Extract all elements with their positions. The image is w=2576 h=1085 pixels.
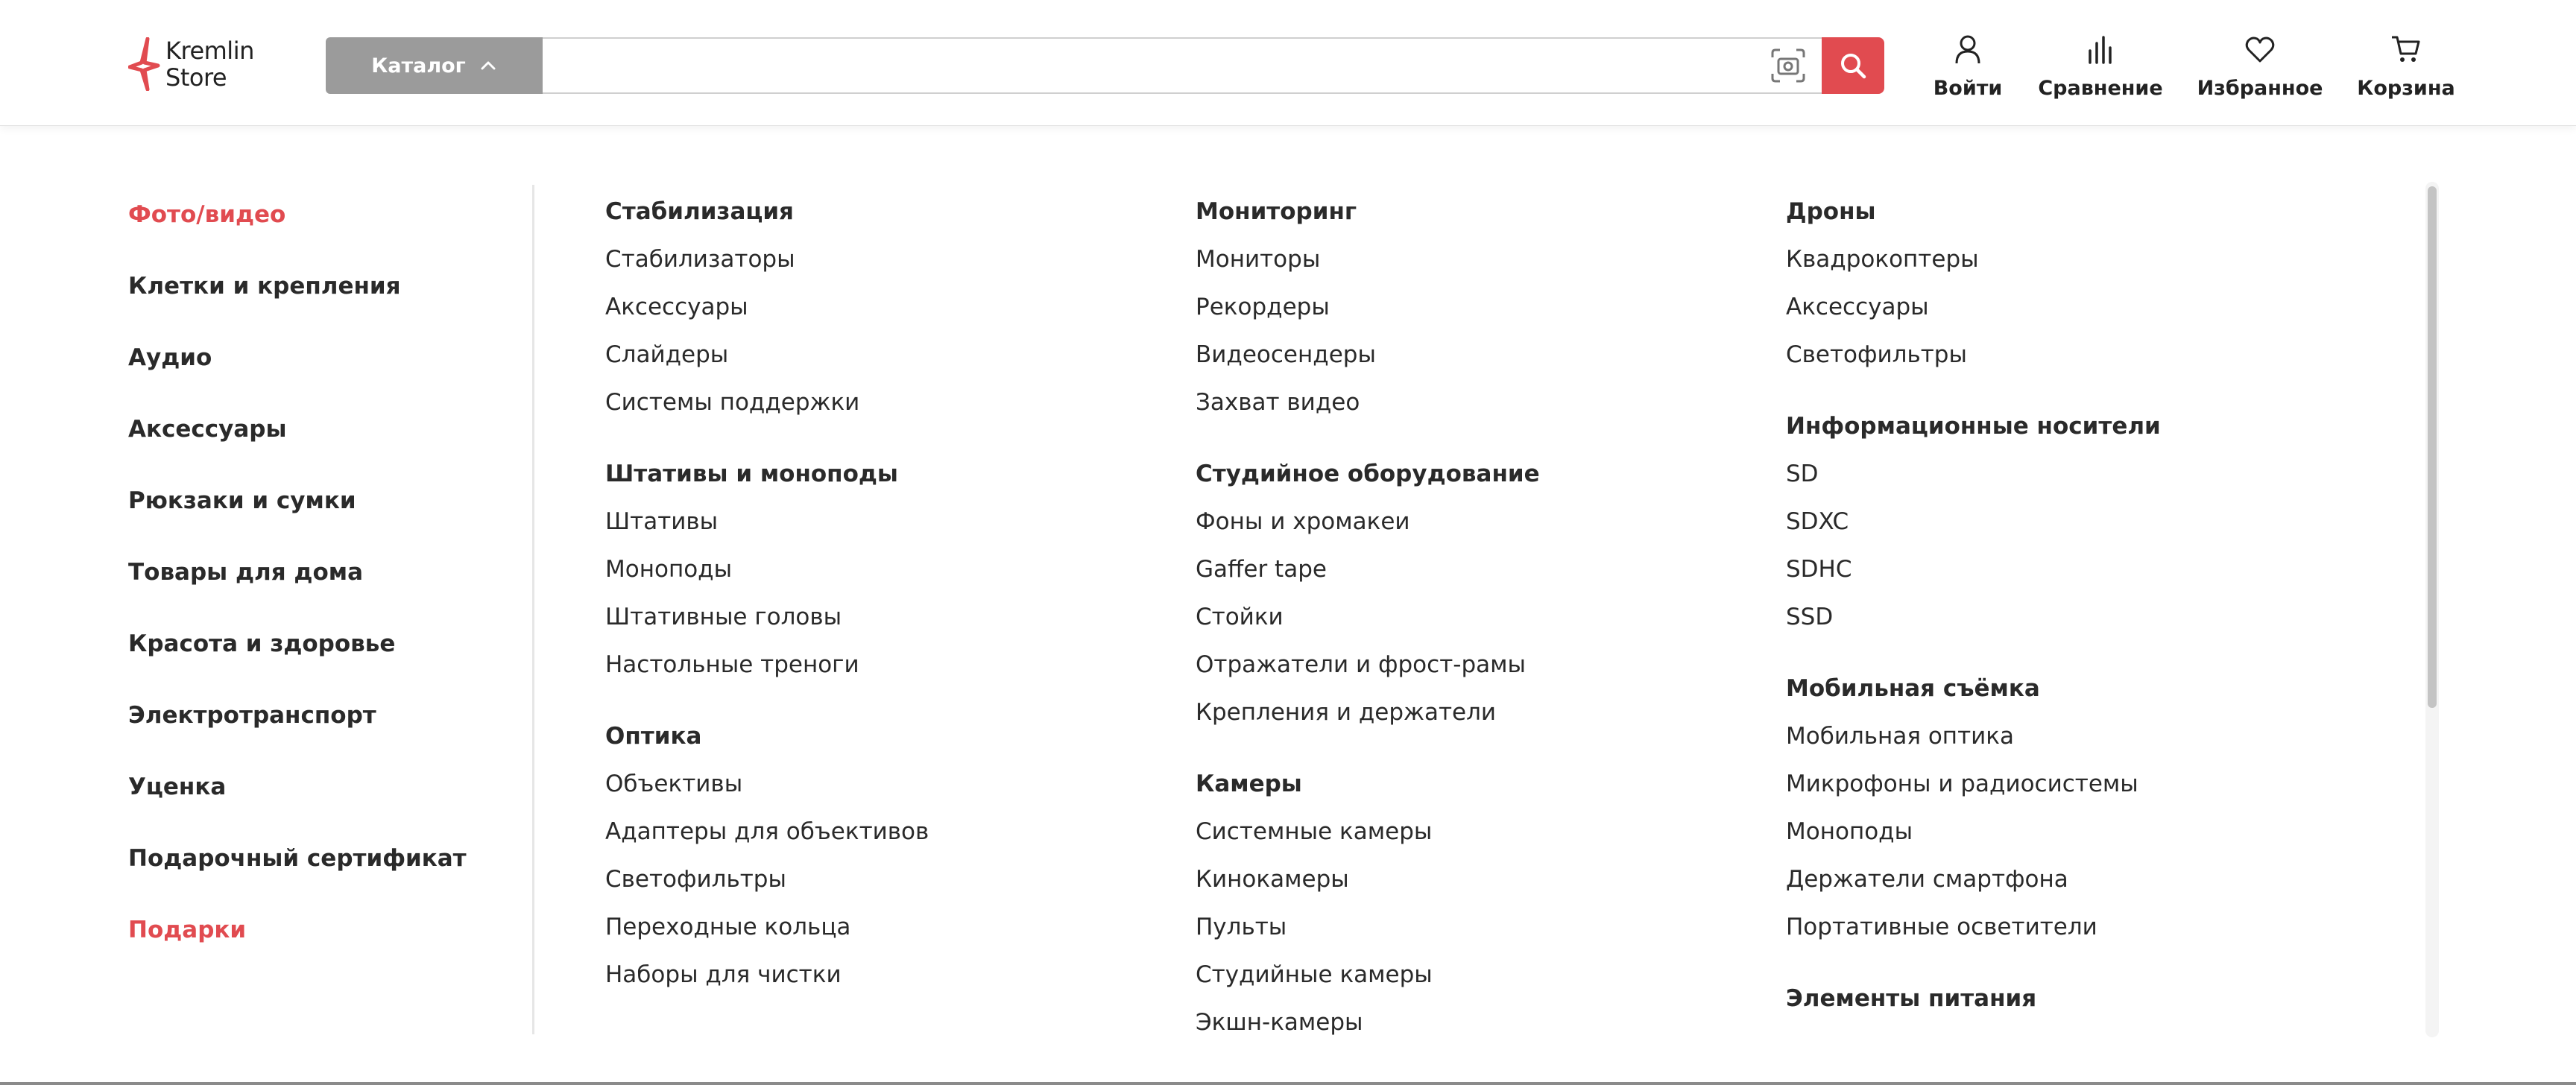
group-title[interactable]: Оптика — [605, 723, 702, 750]
search-icon — [1838, 51, 1868, 80]
subcategory-link[interactable]: SDXC — [1786, 508, 1849, 535]
category-backpacks-bags[interactable]: Рюкзаки и сумки — [128, 487, 356, 514]
subcategory-link[interactable]: Захват видео — [1196, 389, 1360, 416]
heart-icon — [2244, 35, 2276, 63]
catalog-dropdown-viewport — [0, 127, 2576, 1037]
subcategory-link[interactable]: Моноподы — [605, 556, 733, 583]
login-label: Войти — [1933, 77, 2003, 100]
subcategory-link[interactable]: Моноподы — [1786, 818, 1913, 845]
subcategory-link[interactable]: Светофильтры — [1786, 341, 1967, 368]
category-gift-certificate[interactable]: Подарочный сертификат — [128, 845, 467, 872]
subcategory-link[interactable]: Наборы для чистки — [605, 961, 842, 988]
catalog-label: Каталог — [371, 54, 466, 78]
catalog-dropdown — [0, 127, 2576, 1037]
subcategory-column-1 — [605, 188, 929, 999]
user-icon — [1953, 34, 1983, 65]
subcategory-link[interactable]: Системы поддержки — [605, 389, 860, 416]
subcategory-link[interactable]: Переходные кольца — [605, 914, 851, 940]
logo-text-line1: Kremlin — [165, 37, 254, 65]
subcategory-link[interactable]: Аксессуары — [605, 294, 748, 320]
logo-star-icon — [128, 37, 161, 91]
cart-action[interactable] — [2357, 33, 2455, 100]
camera-scan-icon — [1770, 47, 1807, 84]
bottom-edge — [0, 1082, 2576, 1085]
group-title[interactable]: Мониторинг — [1196, 198, 1357, 225]
subcategory-link[interactable]: Крепления и держатели — [1196, 699, 1497, 726]
subcategory-link[interactable]: Микрофоны и радиосистемы — [1786, 771, 2138, 797]
subcategory-link[interactable]: Экшн-камеры — [1196, 1009, 1363, 1036]
group-title[interactable]: Информационные носители — [1786, 413, 2161, 440]
catalog-button[interactable] — [326, 37, 544, 94]
category-discount[interactable]: Уценка — [128, 774, 227, 800]
subcategory-link[interactable]: SSD — [1786, 604, 1834, 630]
subcategory-link[interactable]: Стабилизаторы — [605, 246, 795, 273]
subcategory-column-2 — [1196, 188, 1540, 1037]
subcategory-link[interactable]: Мобильная оптика — [1786, 723, 2014, 750]
subcategory-link[interactable]: Объективы — [605, 771, 743, 797]
subcategory-link[interactable]: Аксессуары — [1786, 294, 1929, 320]
subcategory-link[interactable]: Фоны и хромакеи — [1196, 508, 1410, 535]
search-input[interactable] — [543, 37, 1823, 94]
category-audio[interactable]: Аудио — [128, 344, 212, 371]
search-button[interactable] — [1822, 37, 1884, 94]
subcategory-link[interactable]: Видеосендеры — [1196, 341, 1376, 368]
logo-text-line2: Store — [165, 63, 227, 92]
subcategory-link[interactable]: Штативы — [605, 508, 719, 535]
subcategory-link[interactable]: Светофильтры — [605, 866, 786, 893]
login-action[interactable] — [1931, 33, 2005, 100]
subcategory-link[interactable]: Квадрокоптеры — [1786, 246, 1979, 273]
category-accessories[interactable]: Аксессуары — [128, 416, 287, 443]
cart-label: Корзина — [2357, 77, 2455, 100]
group-title[interactable]: Штативы и моноподы — [605, 461, 898, 487]
dropdown-scrollbar-thumb[interactable] — [2428, 186, 2437, 708]
category-photo-video[interactable]: Фото/видео — [128, 201, 286, 228]
category-cages-mounts[interactable]: Клетки и крепления — [128, 273, 401, 300]
category-home-goods[interactable]: Товары для дома — [128, 559, 364, 586]
subcategory-link[interactable]: Студийные камеры — [1196, 961, 1433, 988]
subcategory-link[interactable]: Кинокамеры — [1196, 866, 1349, 893]
subcategory-link[interactable]: Адаптеры для объективов — [605, 818, 929, 845]
compare-label: Сравнение — [2038, 77, 2163, 100]
favorites-label: Избранное — [2197, 77, 2323, 100]
subcategory-link[interactable]: Gaffer tape — [1196, 556, 1327, 583]
compare-action[interactable] — [2038, 33, 2163, 100]
logo-text — [165, 37, 254, 91]
subcategory-link[interactable]: Пульты — [1196, 914, 1287, 940]
kremlin-store-logo[interactable] — [128, 37, 277, 92]
group-title[interactable]: Дроны — [1786, 198, 1876, 225]
subcategory-link[interactable]: Отражатели и фрост-рамы — [1196, 651, 1526, 678]
cart-icon — [2390, 34, 2422, 64]
subcategory-link[interactable]: Штативные головы — [605, 604, 842, 630]
bar-chart-icon — [2087, 34, 2114, 64]
subcategory-link[interactable]: SDHC — [1786, 556, 1852, 583]
subcategory-link[interactable]: Держатели смартфона — [1786, 866, 2068, 893]
chevron-up-icon — [478, 55, 499, 76]
menu-divider — [532, 185, 534, 1034]
category-e-transport[interactable]: Электротранспорт — [128, 702, 376, 729]
group-title[interactable]: Стабилизация — [605, 198, 794, 225]
subcategory-link[interactable]: Стойки — [1196, 604, 1284, 630]
category-gifts[interactable]: Подарки — [128, 917, 247, 943]
image-search-button[interactable] — [1767, 45, 1809, 86]
group-title[interactable]: Элементы питания — [1786, 985, 2037, 1012]
favorites-action[interactable] — [2197, 33, 2323, 100]
site-header — [0, 0, 2576, 126]
subcategory-link[interactable]: Портативные осветители — [1786, 914, 2097, 940]
subcategory-column-3 — [1786, 188, 2161, 1022]
subcategory-link[interactable]: Рекордеры — [1196, 294, 1330, 320]
group-title[interactable]: Студийное оборудование — [1196, 461, 1540, 487]
subcategory-link[interactable]: Мониторы — [1196, 246, 1321, 273]
category-list — [128, 179, 516, 966]
subcategory-link[interactable]: Слайдеры — [605, 341, 729, 368]
subcategory-link[interactable]: Системные камеры — [1196, 818, 1433, 845]
group-title[interactable]: Мобильная съёмка — [1786, 675, 2040, 702]
category-beauty-health[interactable]: Красота и здоровье — [128, 630, 396, 657]
subcategory-link[interactable]: Настольные треноги — [605, 651, 859, 678]
subcategory-link[interactable]: SD — [1786, 461, 1819, 487]
group-title[interactable]: Камеры — [1196, 771, 1302, 797]
